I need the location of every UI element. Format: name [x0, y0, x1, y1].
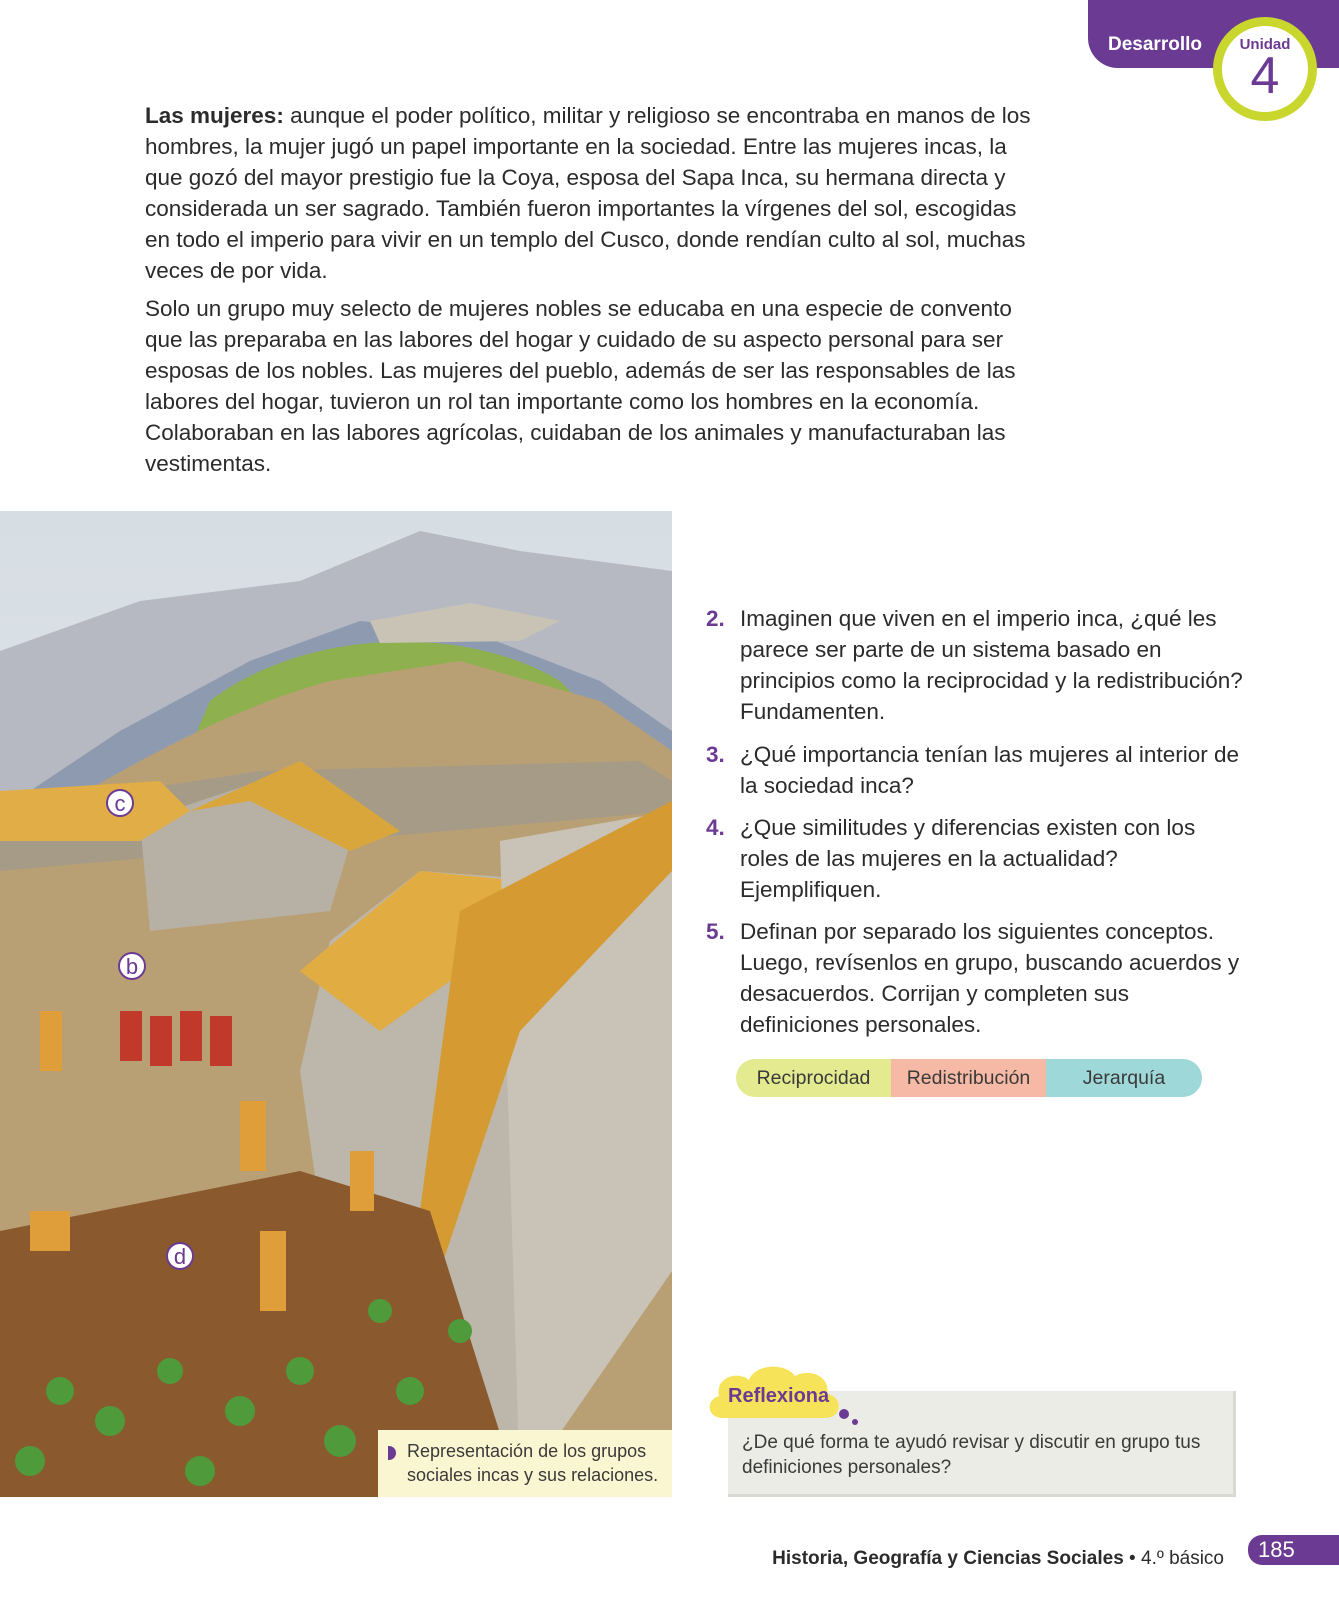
paragraph-text: aunque el poder político, militar y religioso se encontraba en manos de los hombres, la mujer jugó un papel importante en la sociedad. Entre las mujeres incas, la que gozó del mayor prestigio fue la Coya, esposa del Sapa Inca, su hermana directa y considerada un ser sagrado. También fueron importantes la vírgenes del sol, escogidas en todo el imperio para vivir en un templo del Cusco, donde rendían culto al sol, muchas veces de por vida. [145, 103, 1031, 283]
illustration-caption [378, 1430, 672, 1497]
question-text: Definan por separado los siguientes conceptos. Luego, revísenlos en grupo, buscando acuerdos y desacuerdos. Corrijan y completen sus definiciones personales. [740, 919, 1240, 1037]
question-number: 4. [706, 815, 725, 840]
cloud-dots-icon [838, 1408, 860, 1426]
unit-word: Unidad [1239, 36, 1291, 53]
question-number: 3. [706, 742, 725, 767]
concept-redistribucion: Redistribución [891, 1059, 1046, 1097]
unit-number: 4 [1250, 47, 1280, 105]
unit-badge [1213, 17, 1317, 121]
inca-society-illustration [0, 511, 672, 1497]
page-number: 185 [1248, 1535, 1339, 1565]
footer-subject: Historia, Geografía y Ciencias Sociales [772, 1548, 1124, 1569]
concept-jerarquia: Jerarquía [1046, 1059, 1202, 1097]
concept-reciprocidad: Reciprocidad [736, 1059, 891, 1097]
marker-b: b [118, 952, 146, 980]
question-text: ¿Qué importancia tenían las mujeres al interior de la sociedad inca? [740, 742, 1239, 798]
question-text: Imaginen que viven en el imperio inca, ¿qué les parece ser parte de un sistema basado en principios como la reciprocidad y la redistribución? Fundamenten. [740, 606, 1243, 724]
reflect-text: ¿De qué forma te ayudó revisar y discutir en grupo tus definiciones personales? [742, 1432, 1201, 1478]
marker-c: c [106, 789, 134, 817]
paragraph-noble-women: Solo un grupo muy selecto de mujeres nobles se educaba en una especie de convento que las preparaba en las labores del hogar y cuidado de su aspecto personal para ser esposas de los nobles. Las mujeres del pueblo, además de ser las responsables de las labores del hogar, tuvieron un rol tan importante como los hombres en la economía. Colaboraban en las labores agrícolas, cuidaban de los animales y manufacturaban las vestimentas. [145, 296, 1016, 476]
reflect-title: Reflexiona [728, 1385, 830, 1407]
question-number: 2. [706, 606, 725, 631]
marker-d: d [166, 1242, 194, 1270]
question-text: ¿Que similitudes y diferencias existen con los roles de las mujeres en la actualidad? Ejemplifiquen. [740, 815, 1196, 902]
caption-text: Representación de los grupos sociales incas y sus relaciones. [407, 1441, 659, 1485]
concept-pills [736, 1059, 1202, 1097]
footer: Historia, Geografía y Ciencias Sociales • 4.º básico [772, 1548, 1224, 1569]
paragraph-women [145, 100, 1035, 286]
question-number: 5. [706, 919, 725, 944]
illustration-drawing [0, 511, 672, 1497]
paragraph-lead: Las mujeres: [145, 103, 284, 128]
section-label: Desarrollo [1108, 34, 1202, 55]
caption-bullet-icon [388, 1446, 396, 1460]
footer-grade: 4.º básico [1141, 1548, 1224, 1569]
